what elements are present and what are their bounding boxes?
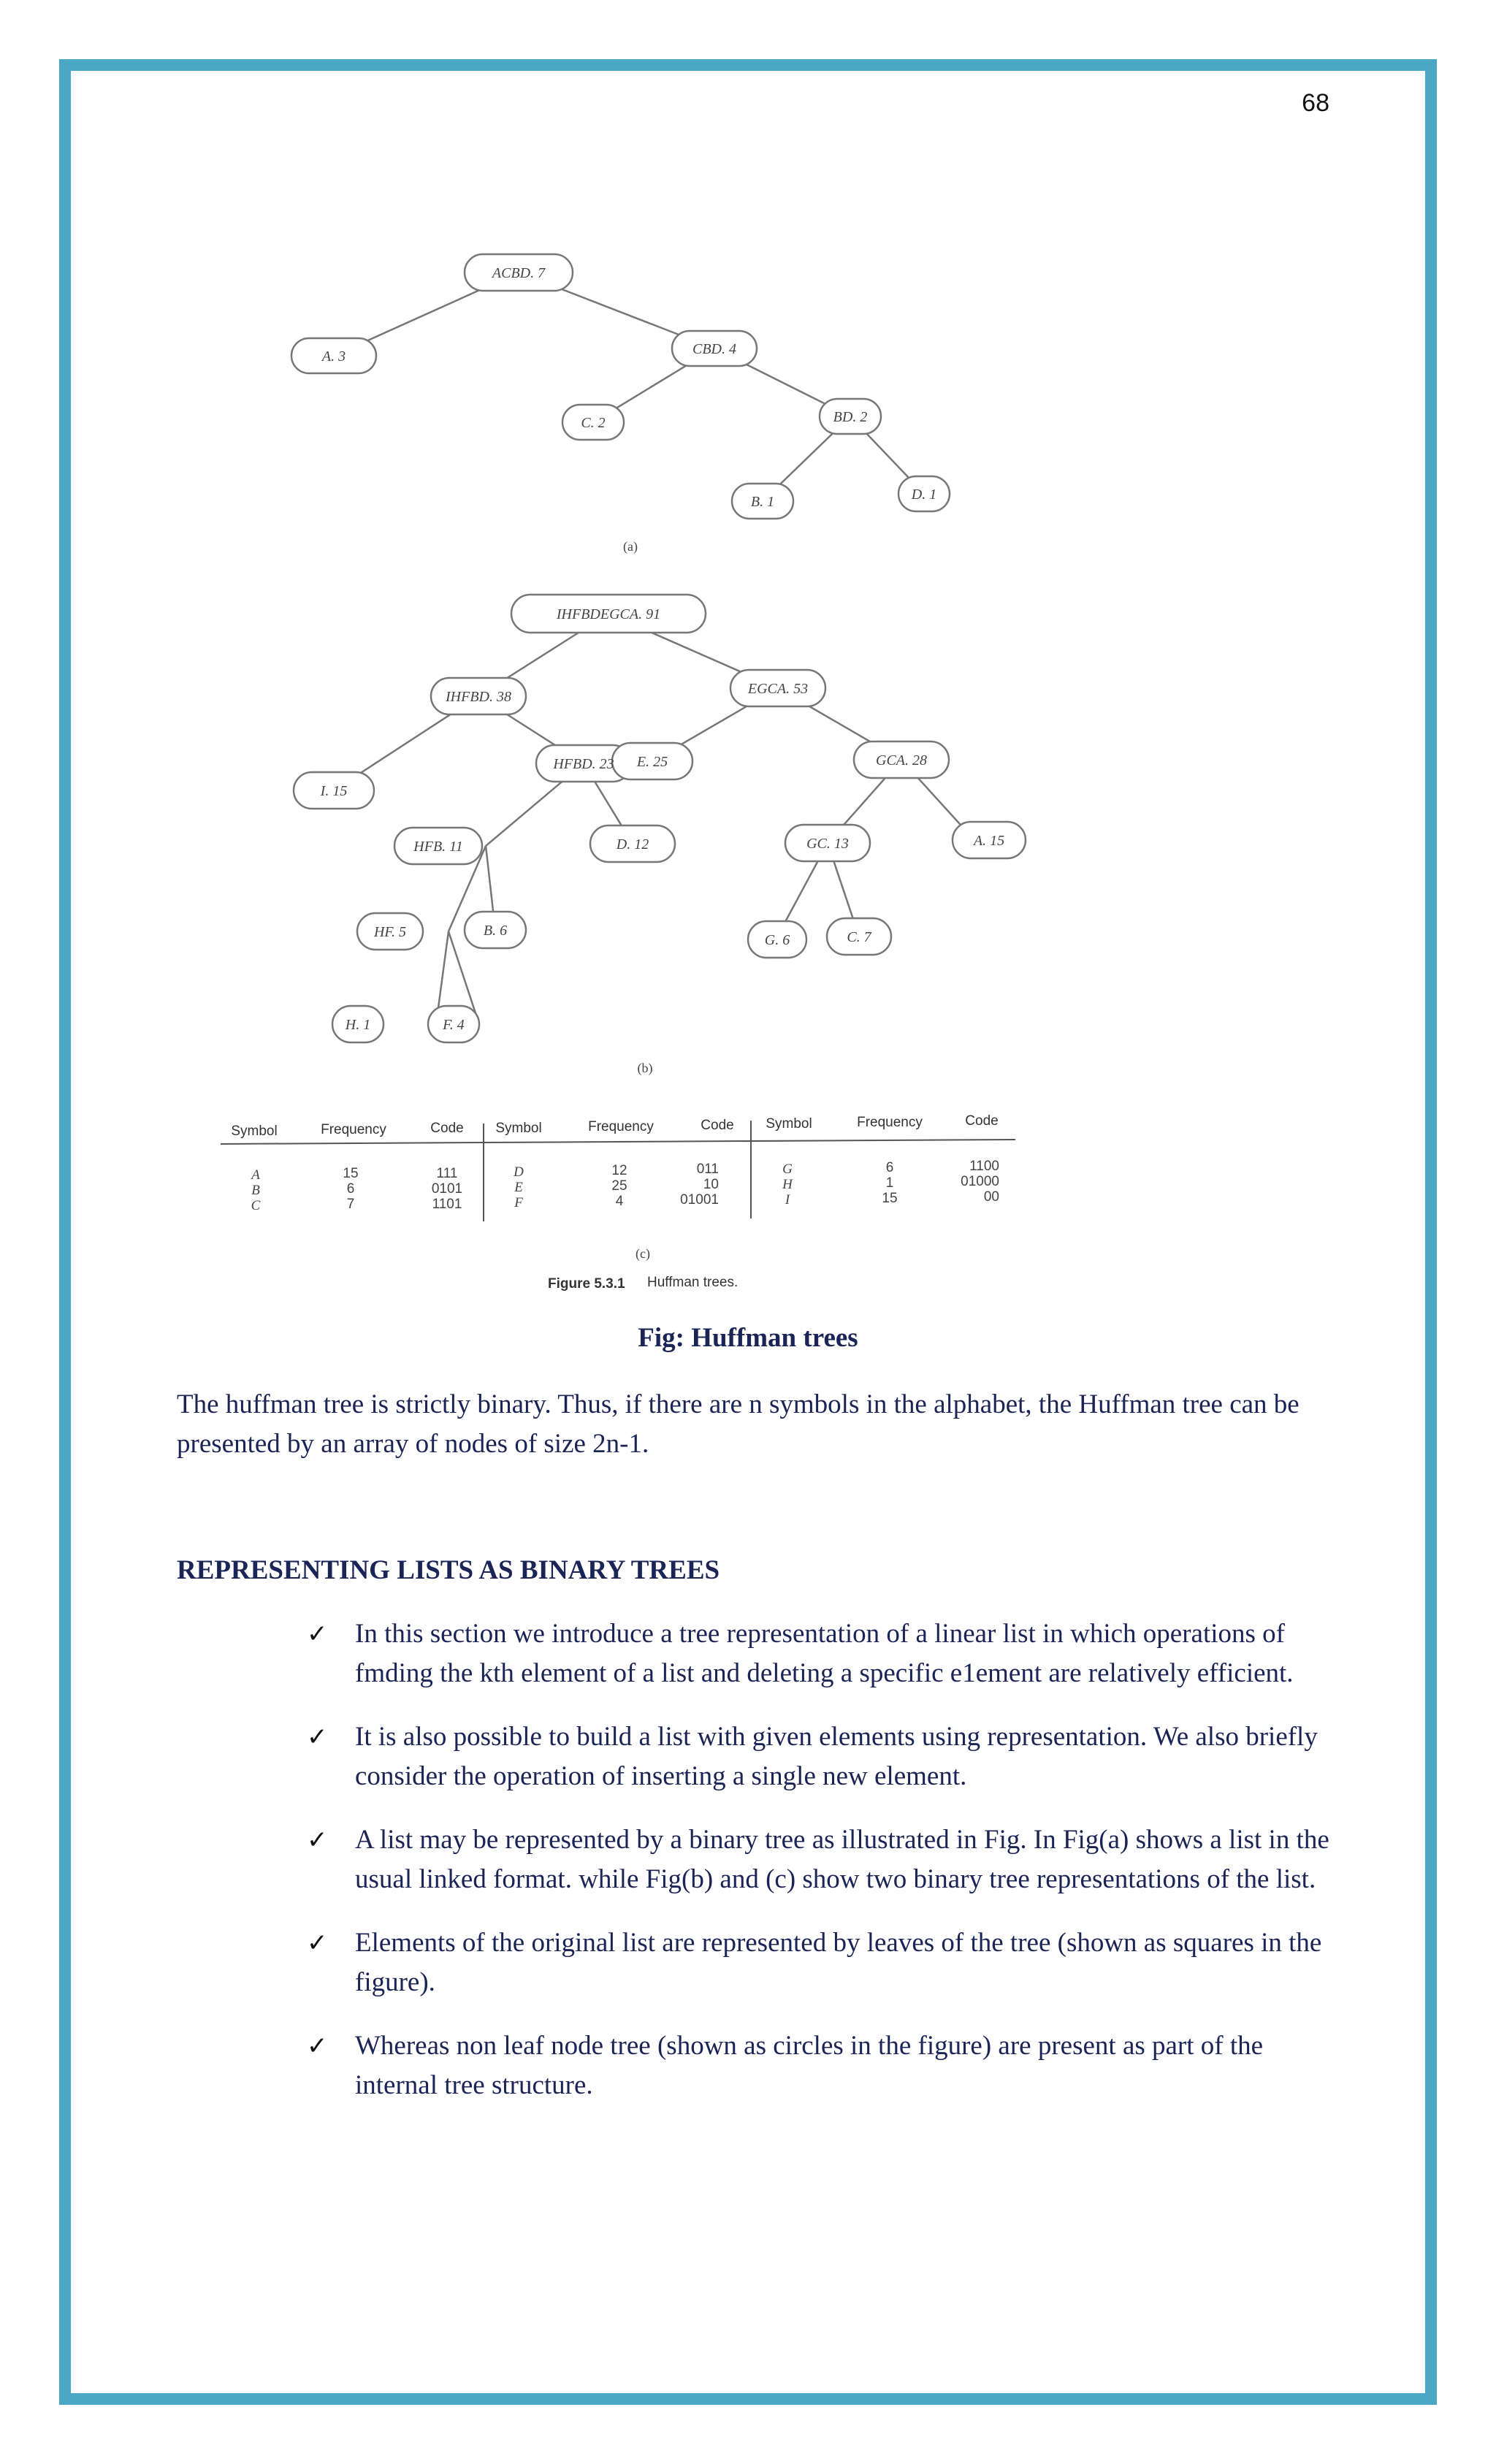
- bullet-text: A list may be represented by a binary tree as illustrated in Fig. In Fig(a) shows a list in the usual linked format. while Fig(b) and (c) show two binary tree representations of the list.: [355, 1825, 1329, 1894]
- checkmark-icon: ✓: [307, 1723, 328, 1752]
- tree-b-node: A. 15: [973, 833, 1005, 849]
- table-c-label: (c): [636, 1246, 650, 1261]
- table-cell: 01001: [680, 1192, 719, 1208]
- figure-number: Figure 5.3.1: [548, 1276, 625, 1292]
- table-header: Symbol: [231, 1124, 278, 1139]
- table-header: Symbol: [495, 1121, 542, 1136]
- tree-b-node: B. 6: [483, 923, 508, 939]
- tree-b-node: IHFBDEGCA. 91: [556, 606, 661, 622]
- tree-a-node: BD. 2: [833, 409, 868, 425]
- tree-a-node: A. 3: [321, 348, 346, 365]
- tree-b-node: GCA. 28: [876, 752, 927, 768]
- table-header: Frequency: [857, 1115, 923, 1130]
- table-header: Code: [965, 1113, 999, 1129]
- table-cell: I: [785, 1192, 790, 1208]
- checkmark-icon: ✓: [307, 1620, 328, 1649]
- bullet-item: [307, 1614, 1344, 1693]
- tree-b-node: F. 4: [443, 1017, 465, 1033]
- tree-b-node: H. 1: [345, 1017, 371, 1033]
- tree-b-node: HF. 5: [373, 924, 407, 940]
- table-cell: 011: [696, 1162, 719, 1177]
- table-cell: 4: [615, 1194, 624, 1209]
- table-cell: 15: [882, 1191, 898, 1206]
- table-cell: 1100: [969, 1159, 999, 1174]
- table-cell: 1: [885, 1175, 894, 1191]
- tree-a-label: (a): [623, 539, 638, 554]
- tree-a-node: CBD. 4: [692, 341, 736, 357]
- tree-b-node: HFBD. 23: [553, 756, 614, 772]
- tree-b-node: I. 15: [320, 783, 348, 799]
- table-cell: B: [251, 1183, 260, 1198]
- tree-b-node: EGCA. 53: [747, 681, 809, 697]
- bullet-item: [307, 1717, 1344, 1796]
- checkmark-icon: ✓: [307, 1826, 328, 1855]
- table-header: Frequency: [321, 1122, 386, 1137]
- checkmark-icon: ✓: [307, 1929, 328, 1958]
- table-cell: 00: [983, 1189, 999, 1205]
- table-header: Symbol: [766, 1116, 812, 1132]
- table-cell: D: [514, 1164, 524, 1180]
- tree-b-node: G. 6: [764, 932, 790, 948]
- huffman-figure-svg: [183, 234, 1030, 1315]
- table-cell: 0101: [431, 1181, 463, 1197]
- huffman-paragraph: The huffman tree is strictly binary. Thus, if there are n symbols in the alphabet, the Huffman tree can be presented by an array of nodes of size 2n-1.: [177, 1389, 1300, 1459]
- tree-a-node: D. 1: [911, 487, 937, 503]
- table-cell: G: [782, 1162, 793, 1177]
- tree-b-node: GC. 13: [806, 836, 849, 852]
- figure-caption: Fig: Huffman trees: [638, 1323, 858, 1353]
- tree-b-node: E. 25: [636, 754, 668, 770]
- huffman-figure: [183, 234, 1030, 1315]
- bullet-text: In this section we introduce a tree representation of a linear list in which operations of fmding the kth element of a list and deleting a specific e1ement are relatively efficient.: [355, 1619, 1294, 1688]
- bullet-item: [307, 1820, 1344, 1899]
- table-cell: 1101: [432, 1197, 462, 1212]
- bullet-list: [307, 1614, 1344, 2129]
- bullet-item: [307, 1923, 1344, 2002]
- tree-a-node: B. 1: [750, 494, 775, 510]
- table-cell: 12: [611, 1163, 627, 1178]
- table-cell: 6: [346, 1181, 355, 1197]
- table-cell: H: [782, 1177, 793, 1192]
- table-cell: E: [514, 1180, 523, 1195]
- figure-title: Huffman trees.: [647, 1275, 739, 1290]
- table-header: Code: [701, 1118, 734, 1133]
- bullet-item: [307, 2026, 1344, 2105]
- table-cell: 25: [611, 1178, 627, 1194]
- table-cell: 15: [343, 1166, 359, 1181]
- tree-b-node: D. 12: [616, 836, 649, 853]
- table-cell: 01000: [961, 1174, 999, 1189]
- tree-a-node: ACBD. 7: [492, 265, 546, 281]
- bullet-text: Elements of the original list are represented by leaves of the tree (shown as squares in the figure).: [355, 1928, 1322, 1997]
- table-cell: A: [251, 1167, 260, 1183]
- table-cell: 7: [346, 1197, 355, 1212]
- tree-a-node: C. 2: [581, 415, 606, 431]
- section-heading: REPRESENTING LISTS AS BINARY TREES: [177, 1555, 720, 1585]
- tree-b-node: IHFBD. 38: [446, 689, 511, 705]
- page-number: 68: [1302, 89, 1329, 117]
- table-cell: C: [251, 1198, 261, 1213]
- table-cell: 6: [885, 1160, 894, 1175]
- checkmark-icon: ✓: [307, 2032, 328, 2061]
- tree-b-node: C. 7: [847, 929, 871, 945]
- tree-b-label: (b): [637, 1061, 653, 1075]
- tree-b-node: HFB. 11: [413, 839, 463, 855]
- bullet-text: It is also possible to build a list with given elements using representation. We also briefly consider the operation of inserting a single new element.: [355, 1722, 1318, 1791]
- table-cell: 10: [703, 1177, 719, 1192]
- table-cell: F: [514, 1195, 523, 1210]
- table-header: Frequency: [588, 1119, 654, 1134]
- bullet-text: Whereas non leaf node tree (shown as circles in the figure) are present as part of the internal tree structure.: [355, 2031, 1264, 2100]
- table-header: Code: [430, 1121, 464, 1136]
- table-cell: 111: [436, 1166, 458, 1181]
